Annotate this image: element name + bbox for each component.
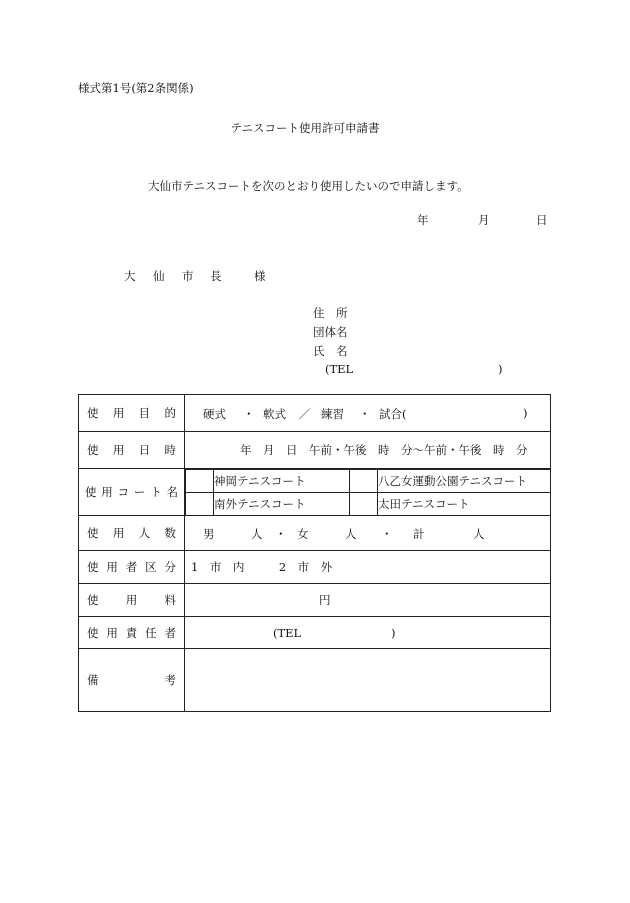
- label-char: 使: [87, 406, 99, 420]
- date-day-label: 日: [536, 213, 548, 227]
- label-char: 備: [87, 673, 99, 687]
- form-number: 様式第1号(第2条関係): [78, 81, 194, 95]
- purpose-soft[interactable]: 軟式: [263, 407, 286, 421]
- row-label-category: [79, 551, 185, 584]
- label-char: 考: [164, 673, 176, 687]
- court-option-yaotome[interactable]: 八乙女運動公園テニスコート: [378, 470, 551, 493]
- label-char: 区: [145, 560, 157, 574]
- court-options: [185, 469, 550, 515]
- responsible-tel-close: ): [391, 625, 396, 640]
- table-row: [79, 469, 551, 516]
- label-char: 責: [125, 625, 138, 640]
- row-label-purpose: [79, 395, 185, 432]
- table-row: [79, 516, 551, 551]
- responsible-tel-label: (TEL: [273, 625, 302, 640]
- label-char: 用: [112, 443, 125, 457]
- label-char: コ: [117, 485, 130, 499]
- addressee-honorific: 様: [254, 269, 266, 283]
- label-char: 用: [112, 526, 125, 540]
- label-char: 目: [138, 406, 151, 420]
- fee-unit: 円: [319, 593, 331, 607]
- row-label-people: [79, 516, 185, 551]
- people-total-label: 計: [413, 527, 425, 541]
- people-unit: 人: [345, 527, 357, 541]
- label-char: 用: [112, 406, 125, 420]
- people-unit: 人: [473, 527, 485, 541]
- court-checkbox-ota[interactable]: [350, 493, 378, 515]
- purpose-hard[interactable]: 硬式: [203, 407, 226, 421]
- datetime-field[interactable]: [185, 432, 551, 469]
- applicant-address-label: 住 所: [313, 306, 348, 320]
- table-row: [79, 617, 551, 649]
- form-title-text: テニスコート使用許可申請書: [230, 121, 380, 135]
- applicant-org-label: 団体名: [313, 325, 348, 339]
- table-row: [79, 395, 551, 432]
- addressee-char: 市: [182, 269, 194, 283]
- row-label-responsible: [79, 617, 185, 649]
- label-char: 的: [164, 406, 176, 420]
- label-char: 使: [87, 526, 99, 540]
- category-field[interactable]: [185, 551, 551, 584]
- purpose-practice[interactable]: 練習: [321, 407, 344, 421]
- fee-field[interactable]: [185, 584, 551, 617]
- separator: ・: [381, 527, 393, 541]
- label-char: 用: [106, 625, 118, 640]
- people-unit: 人: [251, 527, 263, 541]
- label-char: 用: [101, 485, 113, 499]
- label-char: 者: [125, 560, 138, 574]
- court-option-kamioka[interactable]: 神岡テニスコート: [214, 470, 350, 493]
- court-option-ota[interactable]: 太田テニスコート: [378, 493, 551, 515]
- label-char: 使: [87, 593, 99, 607]
- label-char: 分: [164, 560, 176, 574]
- label-char: 任: [145, 625, 157, 640]
- separator: ／: [299, 407, 311, 421]
- addressee-char: 仙: [153, 269, 165, 283]
- separator: ・: [275, 527, 287, 541]
- table-row: [79, 584, 551, 617]
- table-row: [79, 551, 551, 584]
- remarks-field[interactable]: [185, 649, 551, 712]
- purpose-match[interactable]: 試合(: [379, 407, 407, 421]
- applicant-name-label: 氏 名: [313, 344, 348, 358]
- category-options[interactable]: 1 市 内 2 市 外: [191, 560, 333, 574]
- label-char: 使: [85, 485, 97, 499]
- intro-text: 大仙市テニスコートを次のとおり使用したいので申請します。: [148, 179, 469, 193]
- addressee-char: 長: [210, 269, 222, 283]
- label-char: 人: [138, 526, 151, 540]
- row-label-datetime: [79, 432, 185, 469]
- applicant-tel-label: (TEL: [325, 362, 354, 376]
- datetime-template: 年 月 日 午前・午後 時 分〜午前・午後 時 分: [240, 443, 528, 457]
- court-option-nangai[interactable]: 南外テニスコート: [214, 493, 350, 515]
- date-year-label: 年: [417, 213, 429, 227]
- people-female-label: 女: [297, 527, 309, 541]
- label-char: 使: [87, 625, 99, 640]
- purpose-close: ): [523, 406, 528, 420]
- people-field[interactable]: [185, 516, 551, 551]
- application-table: [78, 394, 551, 712]
- table-row: [79, 649, 551, 712]
- label-char: ー: [133, 485, 146, 499]
- responsible-field[interactable]: [185, 617, 551, 649]
- label-char: 者: [164, 625, 176, 640]
- label-char: 使: [87, 443, 99, 457]
- label-char: 用: [125, 593, 138, 607]
- form-title: [0, 120, 630, 136]
- label-char: 名: [166, 485, 178, 499]
- applicant-tel-close: ): [498, 362, 503, 376]
- court-checkbox-kamioka[interactable]: [186, 470, 214, 493]
- row-label-fee: [79, 584, 185, 617]
- court-select-area: [185, 469, 551, 516]
- row-label-court: [79, 469, 185, 516]
- label-char: 数: [164, 526, 176, 540]
- label-char: 使: [87, 560, 99, 574]
- people-male-label: 男: [203, 527, 215, 541]
- court-checkbox-yaotome[interactable]: [350, 470, 378, 493]
- label-char: 用: [106, 560, 118, 574]
- court-checkbox-nangai[interactable]: [186, 493, 214, 515]
- label-char: 日: [138, 443, 151, 457]
- purpose-field[interactable]: [185, 395, 551, 432]
- label-char: 料: [164, 593, 176, 607]
- label-char: 時: [164, 443, 176, 457]
- separator: ・: [243, 407, 255, 421]
- table-row: [79, 432, 551, 469]
- date-month-label: 月: [478, 213, 490, 227]
- row-label-remarks: [79, 649, 185, 712]
- addressee-char: 大: [124, 269, 136, 283]
- label-char: ト: [150, 485, 162, 499]
- separator: ・: [359, 407, 371, 421]
